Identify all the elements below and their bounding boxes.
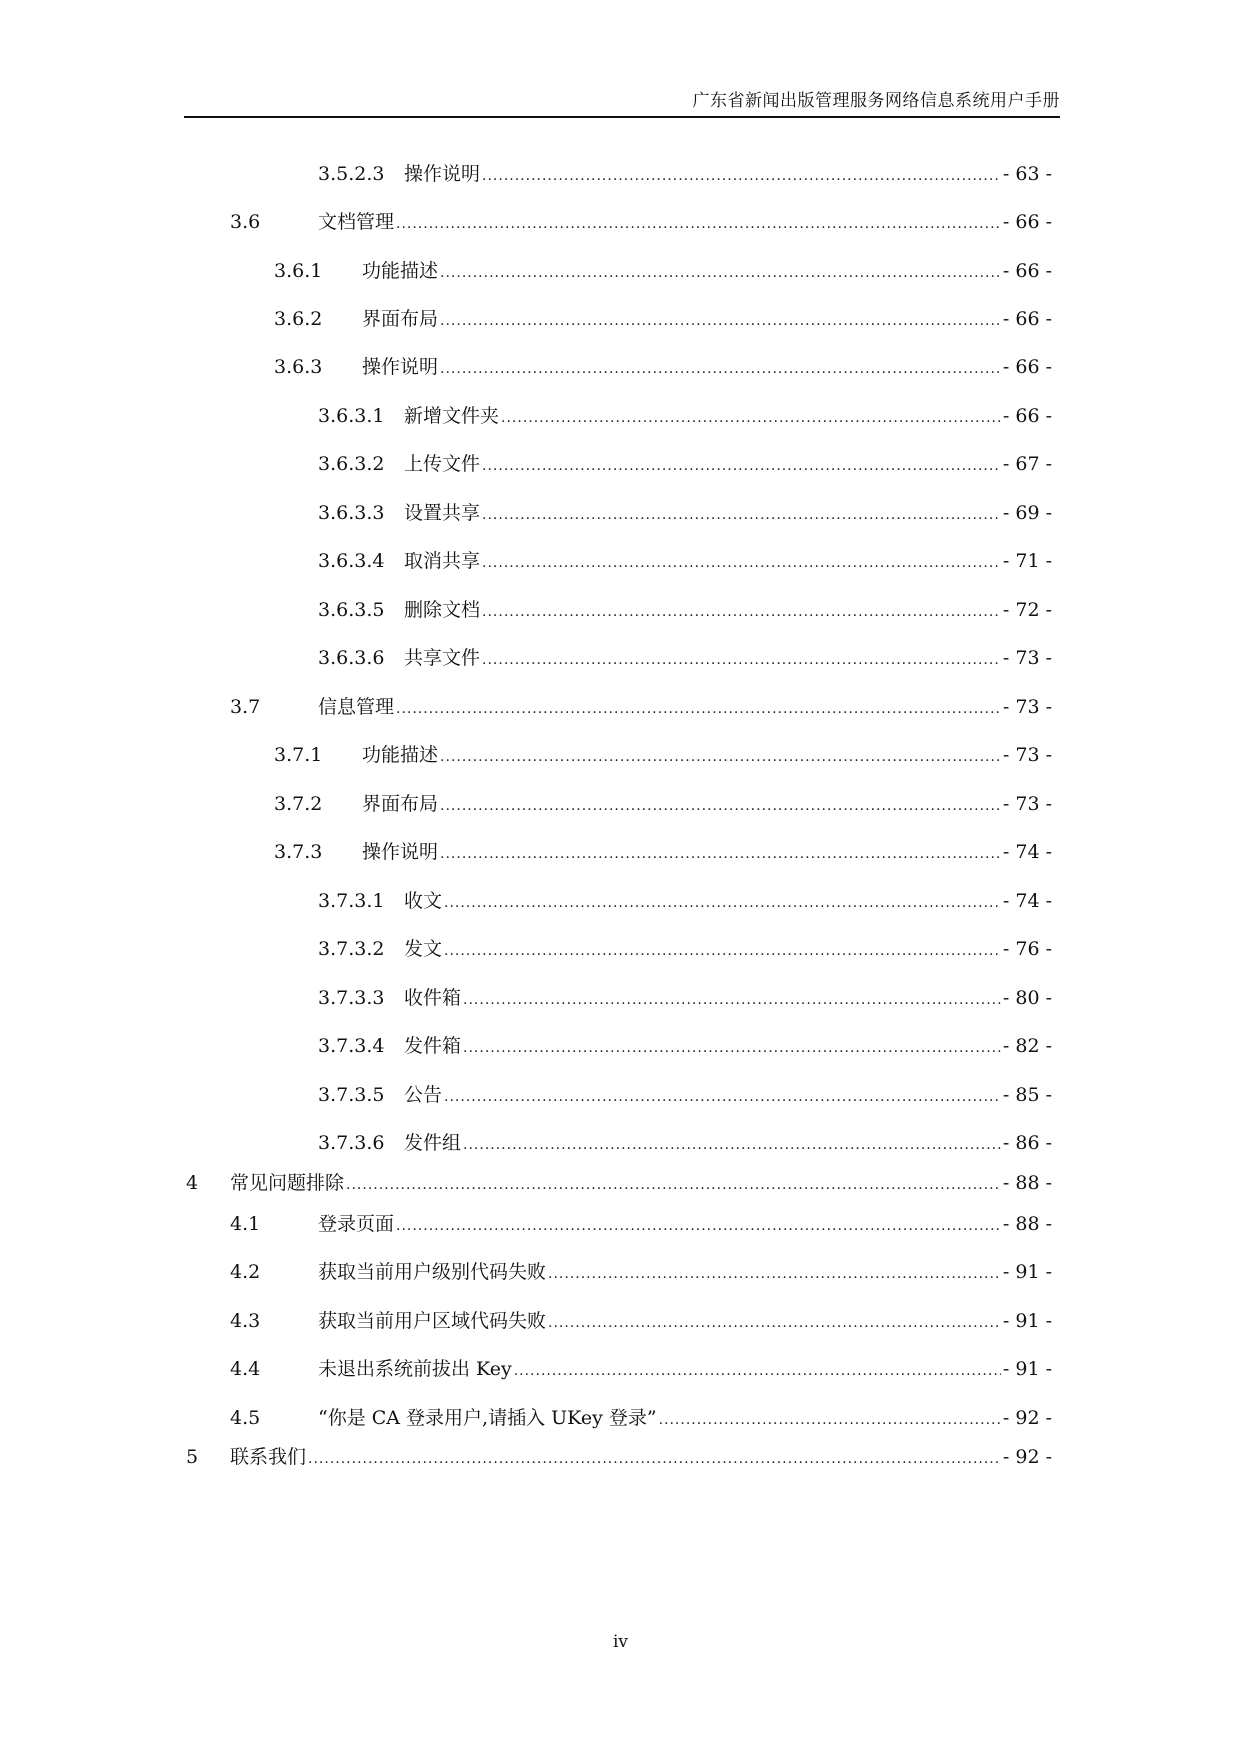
toc-number: 3.7.2 [274, 793, 323, 815]
toc-page-number: - 66 - [1002, 260, 1052, 282]
toc-page-number: - 86 - [1002, 1132, 1052, 1154]
toc-entry[interactable] [318, 935, 1052, 963]
toc-page-number: - 66 - [1002, 211, 1052, 233]
toc-page-number: - 74 - [1002, 841, 1052, 863]
toc-title: 功能描述 [362, 744, 439, 766]
toc-page-number: - 66 - [1002, 356, 1052, 378]
toc-title: 获取当前用户区域代码失败 [318, 1310, 547, 1332]
toc-title: “你是 CA 登录用户,请插入 UKey 登录” [318, 1407, 657, 1429]
toc-title: 取消共享 [404, 550, 481, 572]
toc-entry[interactable] [274, 790, 1052, 818]
toc-title: 功能描述 [362, 260, 439, 282]
toc-page-number: - 80 - [1002, 987, 1052, 1009]
toc-entry[interactable] [230, 208, 1052, 236]
toc-number: 3.6.3.5 [318, 599, 385, 621]
toc-title: 未退出系统前拔出 Key [318, 1358, 512, 1380]
toc-entry[interactable] [318, 984, 1052, 1012]
dot-leader [444, 889, 1001, 917]
toc-entry[interactable] [318, 402, 1052, 430]
dot-leader [346, 1171, 1001, 1199]
toc-page-number: - 73 - [1002, 647, 1052, 669]
toc-page-number: - 92 - [1002, 1446, 1052, 1468]
toc-number: 4.2 [230, 1261, 261, 1283]
toc-number: 3.7.3.6 [318, 1132, 385, 1154]
dot-leader [482, 452, 1001, 480]
toc-title: 操作说明 [362, 841, 439, 863]
toc-title: 发文 [404, 938, 443, 960]
toc-number: 3.6.2 [274, 308, 323, 330]
toc-number: 3.6.3.6 [318, 647, 385, 669]
page-number-footer: iv [612, 1632, 629, 1652]
dot-leader [396, 1212, 1001, 1240]
dot-leader [444, 1083, 1001, 1111]
toc-title: 界面布局 [362, 793, 439, 815]
dot-leader [396, 695, 1001, 723]
toc-title: 文档管理 [318, 211, 395, 233]
toc-number: 3.6.3.4 [318, 550, 385, 572]
toc-page-number: - 63 - [1002, 163, 1052, 185]
toc-page-number: - 82 - [1002, 1035, 1052, 1057]
toc-title: 新增文件夹 [404, 405, 500, 427]
dot-leader [482, 501, 1001, 529]
toc-entry[interactable] [318, 644, 1052, 672]
dot-leader [659, 1406, 1001, 1434]
toc-entry[interactable] [318, 1032, 1052, 1060]
toc-title: 发件箱 [404, 1035, 462, 1057]
toc-entry[interactable] [186, 1169, 1052, 1197]
toc-page-number: - 72 - [1002, 599, 1052, 621]
toc-page-number: - 73 - [1002, 744, 1052, 766]
toc-page-number: - 88 - [1002, 1172, 1052, 1194]
toc-page-number: - 88 - [1002, 1213, 1052, 1235]
dot-leader [501, 404, 1001, 432]
toc-title: 登录页面 [318, 1213, 395, 1235]
toc-entry[interactable] [230, 693, 1052, 721]
toc-number: 3.7.1 [274, 744, 323, 766]
toc-title: 信息管理 [318, 696, 395, 718]
toc-title: 上传文件 [404, 453, 481, 475]
toc-entry[interactable] [186, 1443, 1052, 1471]
toc-title: 公告 [404, 1084, 443, 1106]
toc-title: 收文 [404, 890, 443, 912]
toc-entry[interactable] [318, 596, 1052, 624]
toc-page-number: - 73 - [1002, 793, 1052, 815]
dot-leader [514, 1357, 1001, 1385]
toc-title: 操作说明 [362, 356, 439, 378]
toc-number: 5 [186, 1446, 199, 1468]
dot-leader [482, 598, 1001, 626]
toc-entry[interactable] [230, 1210, 1052, 1238]
toc-title: 设置共享 [404, 502, 481, 524]
toc-number: 3.6.3.3 [318, 502, 385, 524]
dot-leader [548, 1260, 1001, 1288]
toc-entry[interactable] [318, 1081, 1052, 1109]
dot-leader [482, 646, 1001, 674]
toc-page-number: - 69 - [1002, 502, 1052, 524]
dot-leader [440, 743, 1001, 771]
toc-entry[interactable] [318, 499, 1052, 527]
dot-leader [308, 1445, 1001, 1473]
dot-leader [440, 259, 1001, 287]
toc-title: 删除文档 [404, 599, 481, 621]
toc-entry[interactable] [318, 547, 1052, 575]
toc-entry[interactable] [274, 741, 1052, 769]
toc-page-number: - 76 - [1002, 938, 1052, 960]
toc-page-number: - 66 - [1002, 308, 1052, 330]
toc-page-number: - 74 - [1002, 890, 1052, 912]
dot-leader [482, 549, 1001, 577]
toc-page-number: - 67 - [1002, 453, 1052, 475]
toc-number: 3.7.3.5 [318, 1084, 385, 1106]
toc-number: 3.6 [230, 211, 261, 233]
toc-number: 4.4 [230, 1358, 261, 1380]
document-title: 广东省新闻出版管理服务网络信息系统用户手册 [692, 91, 1060, 111]
dot-leader [482, 162, 1001, 190]
dot-leader [463, 1034, 1001, 1062]
toc-entry[interactable] [274, 257, 1052, 285]
toc-page-number: - 91 - [1002, 1261, 1052, 1283]
dot-leader [440, 792, 1001, 820]
toc-number: 3.6.1 [274, 260, 323, 282]
toc-number: 3.7.3.1 [318, 890, 385, 912]
toc-title: 发件组 [404, 1132, 462, 1154]
toc-entry[interactable] [318, 450, 1052, 478]
dot-leader [396, 210, 1001, 238]
toc-number: 4.1 [230, 1213, 261, 1235]
toc-number: 3.6.3.2 [318, 453, 385, 475]
dot-leader [440, 307, 1001, 335]
toc-number: 3.5.2.3 [318, 163, 385, 185]
toc-number: 3.6.3 [274, 356, 323, 378]
dot-leader [440, 840, 1001, 868]
toc-title: 操作说明 [404, 163, 481, 185]
toc-page-number: - 66 - [1002, 405, 1052, 427]
toc-entry[interactable] [318, 887, 1052, 915]
toc-number: 3.7.3.2 [318, 938, 385, 960]
toc-page-number: - 91 - [1002, 1310, 1052, 1332]
toc-page-number: - 92 - [1002, 1407, 1052, 1429]
toc-entry[interactable] [318, 1129, 1052, 1157]
toc-title: 共享文件 [404, 647, 481, 669]
toc-page-number: - 71 - [1002, 550, 1052, 572]
toc-entry[interactable] [318, 160, 1052, 188]
toc-number: 3.7.3 [274, 841, 323, 863]
toc-entry[interactable] [274, 353, 1052, 381]
toc-entry[interactable] [230, 1307, 1052, 1335]
toc-title: 界面布局 [362, 308, 439, 330]
toc-page-number: - 73 - [1002, 696, 1052, 718]
dot-leader [463, 1131, 1001, 1159]
toc-number: 4.5 [230, 1407, 261, 1429]
toc-number: 3.6.3.1 [318, 405, 385, 427]
toc-title: 获取当前用户级别代码失败 [318, 1261, 547, 1283]
toc-page-number: - 85 - [1002, 1084, 1052, 1106]
toc-number: 3.7.3.3 [318, 987, 385, 1009]
toc-number: 4.3 [230, 1310, 261, 1332]
dot-leader [440, 355, 1001, 383]
toc-number: 4 [186, 1172, 199, 1194]
toc-entry[interactable] [274, 305, 1052, 333]
toc-entry[interactable] [230, 1258, 1052, 1286]
toc-entry[interactable] [230, 1404, 1052, 1432]
dot-leader [444, 937, 1001, 965]
dot-leader [463, 986, 1001, 1014]
toc-title: 收件箱 [404, 987, 462, 1009]
toc-page-number: - 91 - [1002, 1358, 1052, 1380]
toc-number: 3.7.3.4 [318, 1035, 385, 1057]
toc-entry[interactable] [274, 838, 1052, 866]
toc-number: 3.7 [230, 696, 261, 718]
toc-title: 常见问题排除 [230, 1172, 345, 1194]
toc-entry[interactable] [230, 1355, 1052, 1383]
toc-title: 联系我们 [230, 1446, 307, 1468]
dot-leader [548, 1309, 1001, 1337]
